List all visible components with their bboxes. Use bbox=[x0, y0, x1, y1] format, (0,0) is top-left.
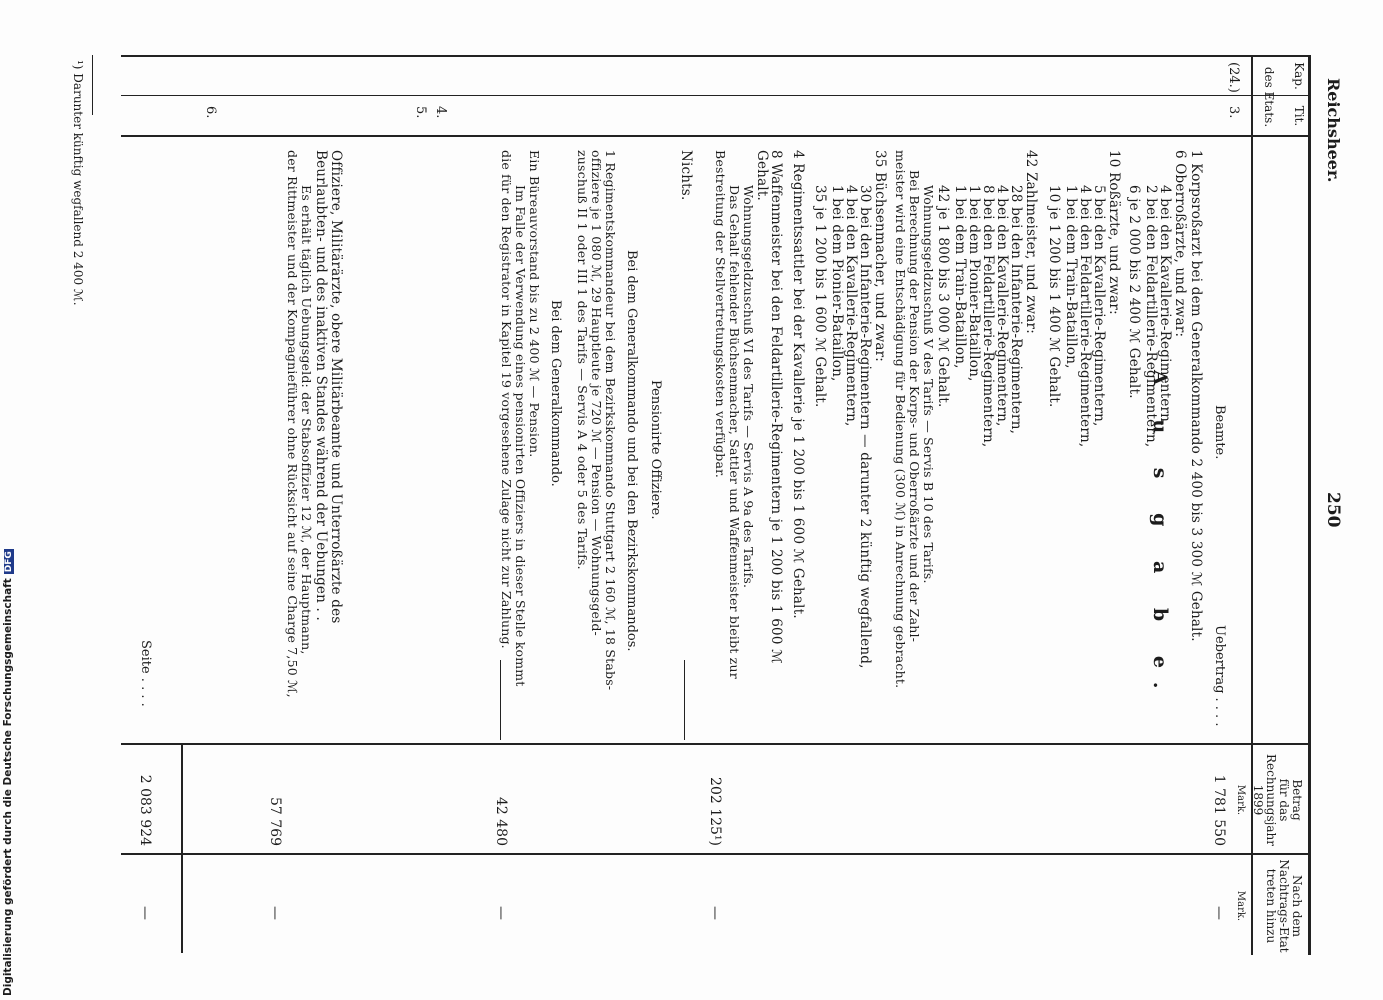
dfg-logo-icon: DFG bbox=[4, 551, 14, 573]
col-header-tit: Tit. bbox=[1292, 105, 1306, 127]
entry-line: 4 bei den Kavallerie-Regimentern, bbox=[1157, 185, 1173, 427]
tit-6: 6. bbox=[203, 106, 218, 119]
entry-line: 8 Waffenmeister bei den Feldartillerie-Regimentern je 1 200 bis 1 600 ℳ bbox=[768, 150, 784, 664]
entry-line: 5 bei den Kavallerie-Regimentern, bbox=[1091, 185, 1107, 427]
entry-line: 28 bei den Infanterie-Regimentern, bbox=[1008, 185, 1024, 435]
entry-line: 1 bei dem Train-Bataillon, bbox=[1063, 185, 1079, 369]
section-bei-gk-bk: Bei dem Generalkommando und bei den Bezirkskommandos. bbox=[624, 250, 639, 652]
entry-line: 1 Korpsroßarzt bei dem Generalkommando 2 400 bis 3 300 ℳ Gehalt. bbox=[1188, 150, 1204, 642]
entry-line: 6 je 2 000 bis 2 400 ℳ Gehalt. bbox=[1126, 185, 1142, 399]
entry-line: Es erhält täglich Uebungsgeld: der Stabsoffizier 12 ℳ, der Hauptmann, bbox=[299, 185, 314, 655]
entry-line: 2 bei den Feldartillerie-Regimentern, bbox=[1143, 185, 1159, 448]
col-header-des-etats: des Etats. bbox=[1262, 66, 1276, 128]
nach-dash: — bbox=[267, 906, 283, 920]
table-top-rule bbox=[1308, 55, 1311, 955]
col-header-kap: Kap. bbox=[1292, 62, 1306, 90]
kap-tit-divider bbox=[121, 95, 1311, 96]
entry-line: 6 Oberroßärzte, und zwar: bbox=[1172, 150, 1188, 338]
seite-label: Seite . . . . bbox=[138, 640, 153, 707]
entry-line: 4 bei den Kavallerie-Regimentern, bbox=[843, 185, 859, 427]
entry-line: 42 Zahlmeister, und zwar: bbox=[1023, 150, 1039, 334]
tit-5: 5. bbox=[413, 106, 428, 119]
nach-dash: — bbox=[1211, 906, 1227, 920]
unit-mark-1: Mark. bbox=[1235, 784, 1246, 816]
entry-line: Offiziere, Militärärzte, obere Militärbeamte und Unterroßärzte des bbox=[328, 150, 344, 624]
entry-line: Das Gehalt fehlender Büchsenmacher, Sattler und Waffenmeister bleibt zur bbox=[727, 185, 742, 679]
nach-dash: — bbox=[493, 906, 509, 920]
section-bei-gk: Bei dem Generalkommando. bbox=[548, 300, 563, 487]
seite-rule bbox=[181, 745, 183, 853]
unit-mark-2: Mark. bbox=[1235, 890, 1246, 922]
col-header-nach: Nach dem Nachtrags-Etat treten hinzu bbox=[1264, 859, 1304, 953]
entry-line: 1 bei dem Pionier-Bataillon, bbox=[829, 185, 845, 382]
entry-line: Ein Büreauvorstand bis zu 2 400 ℳ — Pension. bbox=[527, 150, 542, 458]
seite-rule-2 bbox=[181, 855, 183, 953]
entry-line: 10 Roßärzte, und zwar: bbox=[1106, 150, 1122, 315]
entry-line: 4 Regimentssattler bei der Kavallerie je 1 200 bis 1 600 ℳ Gehalt. bbox=[790, 150, 806, 619]
subtotal-rule bbox=[684, 660, 685, 740]
amount-tit5: 42 480 bbox=[493, 797, 509, 846]
entry-line: Bei Berechnung der Pension der Korps- und Oberroßärzte und der Zahl- bbox=[907, 170, 922, 643]
tit-3: 3. bbox=[1226, 106, 1241, 119]
page-title: A u s g a b e. bbox=[1149, 370, 1171, 703]
funding-note: Digitalisierung gefördert durch die Deutsche ForschungsgemeinschaftDFG bbox=[2, 551, 14, 996]
entry-line: Wohnungsgeldzuschuß VI des Tarifs — Servis A 9a des Tarifs. bbox=[741, 185, 756, 589]
entry-line: 4 bei den Kavallerie-Regimentern, bbox=[994, 185, 1010, 427]
entry-line: 35 Büchsenmacher, und zwar: bbox=[872, 150, 888, 363]
entry-line: 10 je 1 200 bis 1 400 ℳ Gehalt. bbox=[1046, 185, 1062, 408]
entry-line: 8 bei den Feldartillerie-Regimentern, bbox=[980, 185, 996, 448]
tit-4: 4. bbox=[433, 106, 448, 119]
nach-dash: — bbox=[137, 906, 153, 920]
entry-line: 30 bei den Infanterie-Regimentern — darunter 2 künftig wegfallend, bbox=[857, 185, 873, 669]
nach-col-rule bbox=[121, 853, 1311, 855]
entry-line: der Rittmeister und der Kompagnieführer ohne Rücksicht auf seine Charge 7,50 ℳ, bbox=[285, 150, 300, 698]
entry-line: Im Falle der Verwendung eines pensionirten Offiziers in dieser Stelle kommt bbox=[513, 185, 528, 687]
nach-dash: — bbox=[707, 906, 723, 920]
entry-line: 4 bei den Feldartillerie-Regimentern, bbox=[1077, 185, 1093, 448]
betrag-col-rule bbox=[121, 743, 1311, 745]
entry-line: 42 je 1 800 bis 3 000 ℳ Gehalt. bbox=[935, 185, 951, 408]
page-number-text: 250 bbox=[1323, 492, 1343, 528]
section-pens-offiziere: Pensionirte Offiziere. bbox=[648, 380, 663, 520]
section-title: Reichsheer. bbox=[1324, 78, 1343, 183]
kap-24: (24.) bbox=[1226, 62, 1241, 93]
entry-line: Wohnungsgeldzuschuß V des Tarifs — Servis B 10 des Tarifs. bbox=[921, 185, 936, 584]
amount-seite: 2 083 924 bbox=[137, 774, 153, 846]
section-beamte: Beamte. bbox=[1212, 405, 1227, 460]
amount-tit6: 57 769 bbox=[267, 797, 283, 846]
subtotal-rule bbox=[500, 660, 501, 740]
entry-line: 1 bei dem Pionier-Bataillon, bbox=[966, 185, 982, 382]
entry-line: 35 je 1 200 bis 1 600 ℳ Gehalt. bbox=[812, 185, 828, 408]
col-header-betrag: Betrag für das Rechnungsjahr 1899 bbox=[1251, 754, 1304, 846]
entry-line: Nichts. bbox=[678, 150, 694, 201]
entry-line: Beurlaubten- und des inaktiven Standes während der Uebungen . . bbox=[313, 150, 329, 621]
entry-line: zuschuß II 1 oder III 1 des Tarifs — Servis A 4 oder 5 des Tarifs. bbox=[575, 150, 590, 570]
entry-line: die für den Registrator in Kapitel 19 vorgesehene Zulage nicht zur Zahlung. bbox=[499, 150, 514, 649]
footnote: ¹) Darunter künftig wegfallend 2 400 ℳ. bbox=[71, 60, 85, 306]
entry-line: 1 Regimentskommandeur bei dem Bezirkskommando Stuttgart 2 160 ℳ, 18 Stabs- bbox=[603, 150, 618, 691]
uebertrag-label: Uebertrag . . . . bbox=[1212, 625, 1227, 727]
amount-tit3: 202 125¹) bbox=[707, 777, 723, 846]
entry-line: Gehalt. bbox=[754, 150, 770, 201]
text-col-rule bbox=[121, 135, 1311, 137]
entry-line: 1 bei dem Train-Bataillon, bbox=[952, 185, 968, 369]
footnote-rule bbox=[92, 55, 93, 115]
entry-line: offiziere je 1 080 ℳ, 29 Hauptleute je 720 ℳ — Pension — Wohnungsgeld- bbox=[589, 150, 604, 636]
table-left-rule bbox=[121, 55, 1311, 57]
entry-line: meister wird eine Entschädigung für Bedienung (300 ℳ) in Anrechnung gebracht. bbox=[893, 150, 908, 689]
entry-line: Bestreitung der Stellvertretungskosten verfügbar. bbox=[713, 150, 728, 479]
amount-uebertrag: 1 781 550 bbox=[1211, 774, 1227, 846]
